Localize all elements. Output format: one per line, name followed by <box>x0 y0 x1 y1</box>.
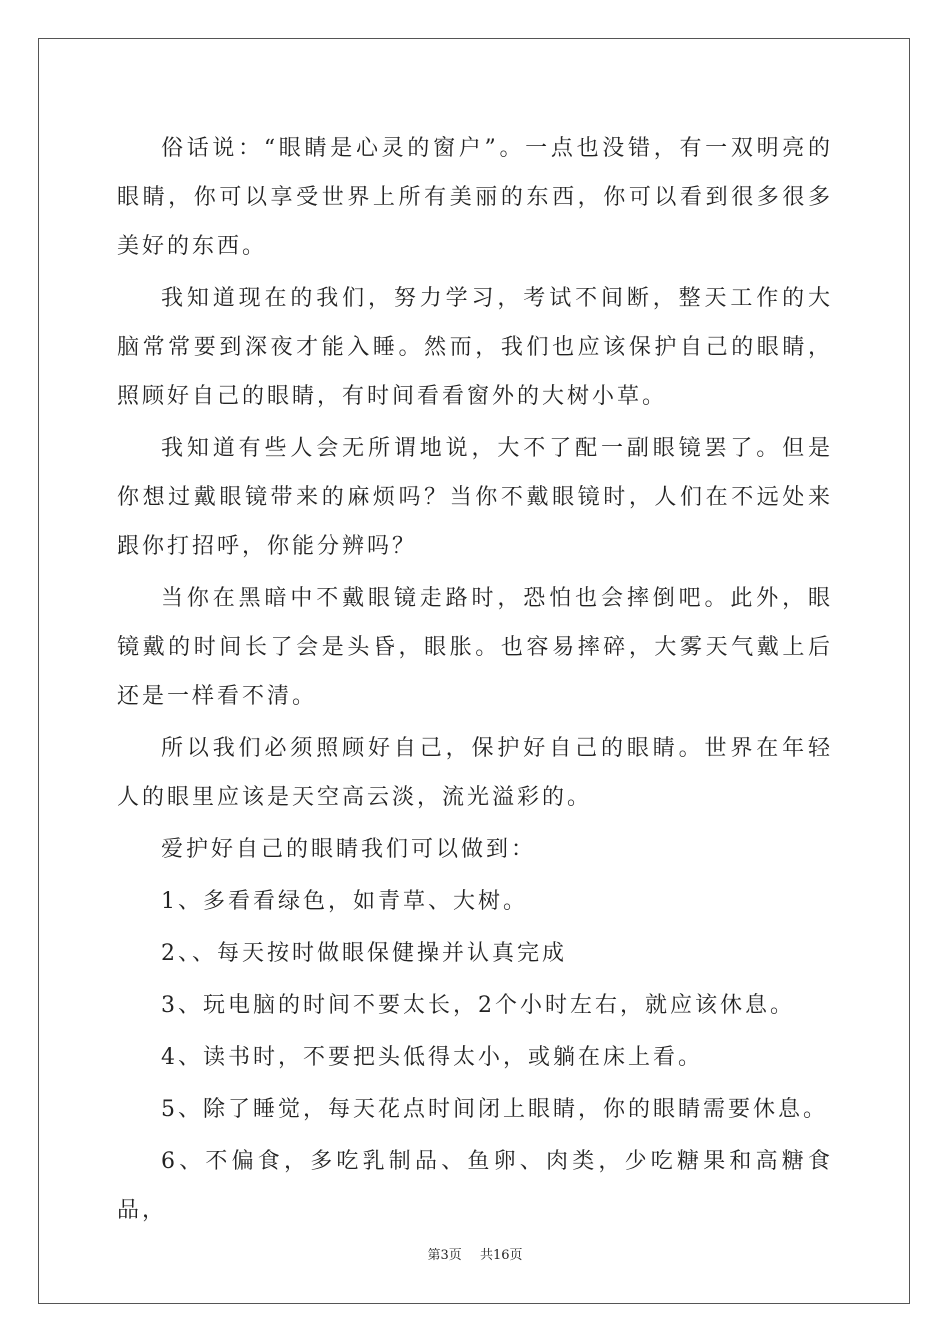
paragraph: 我知道有些人会无所谓地说，大不了配一副眼镜罢了。但是你想过戴眼镜带来的麻烦吗？当你不戴眼镜时，人们在不远处来跟你打招呼，你能分辨吗？ <box>117 436 833 559</box>
list-item: 4、读书时，不要把头低得太小，或躺在床上看。 <box>161 1045 703 1070</box>
page-number: 第3页 <box>427 1248 462 1263</box>
paragraph: 当你在黑暗中不戴眼镜走路时，恐怕也会摔倒吧。此外，眼镜戴的时间长了会是头昏，眼胀。也容易摔碎，大雾天气戴上后还是一样看不清。 <box>117 586 833 709</box>
paragraph: 所以我们必须照顾好自己，保护好自己的眼睛。世界在年轻人的眼里应该是天空高云淡，流光溢彩的。 <box>117 736 833 810</box>
page-total: 共16页 <box>479 1248 523 1263</box>
page-footer <box>0 1246 950 1266</box>
list-item: 2、、每天按时做眼保健操并认真完成 <box>161 941 567 966</box>
document-body <box>117 124 833 1235</box>
list-item: 5、除了睡觉，每天花点时间闭上眼睛，你的眼睛需要休息。 <box>161 1097 828 1122</box>
list-item: 6、不偏食，多吃乳制品、鱼卵、肉类，少吃糖果和高糖食品， <box>117 1149 833 1223</box>
paragraph: 俗话说：“眼睛是心灵的窗户”。一点也没错，有一双明亮的眼睛，你可以享受世界上所有美丽的东西，你可以看到很多很多美好的东西。 <box>117 136 833 259</box>
list-item: 3、玩电脑的时间不要太长，2个小时左右，就应该休息。 <box>161 993 795 1018</box>
paragraph: 我知道现在的我们，努力学习，考试不间断，整天工作的大脑常常要到深夜才能入睡。然而，我们也应该保护自己的眼睛，照顾好自己的眼睛，有时间看看窗外的大树小草。 <box>117 286 833 409</box>
paragraph: 爱护好自己的眼睛我们可以做到： <box>161 837 537 862</box>
list-item: 1、多看看绿色，如青草、大树。 <box>161 889 528 914</box>
